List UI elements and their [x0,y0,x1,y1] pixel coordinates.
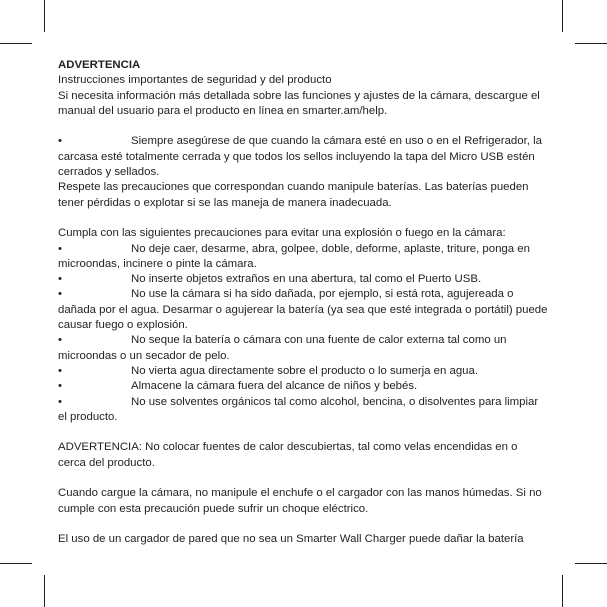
bullet-text: No inserte objetos extraños en una abertura, tal como el Puerto USB. [131,273,482,286]
crop-mark-bottom-left-horizontal [0,563,32,564]
precaution-item [58,333,548,364]
bullet-text: No seque la batería o cámara con una fuente de calor externa tal como un microondas o un secador de pelo. [58,334,507,362]
battery-note: Respete las precauciones que correspondan cuando manipule baterías. Las baterías pueden tener pérdidas o explotar si se las maneja de manera inadecuada. [58,181,529,209]
bullet-text: Siempre asegúrese de que cuando la cámara esté en uso o en el Refrigerador, la carcasa esté totalmente cerrada y que todos los sellos incluyendo la tapa del Micro USB estén cerrados y sellados. [58,135,542,179]
precaution-item [58,242,548,273]
precaution-item [58,272,548,287]
precaution-item [58,395,548,426]
bullet-symbol: • [58,273,62,286]
bullet-text: No use la cámara si ha sido dañada, por ejemplo, si está rota, agujereada o dañada por el agua. Desarmar o agujerear la batería (ya sea que esté integrada o portátil) puede causar fuego o explosión. [58,288,548,332]
safety-document [58,58,548,548]
bullet-symbol: • [58,380,62,393]
crop-mark-bottom-right-vertical [562,575,563,607]
document-subtitle: Instrucciones importantes de seguridad y del producto [58,74,332,87]
precaution-item [58,364,548,379]
crop-mark-bottom-right-horizontal [575,563,607,564]
heat-warning: ADVERTENCIA: No colocar fuentes de calor descubiertas, tal como velas encendidas en o cerca del producto. [58,441,518,469]
precaution-item [58,287,548,333]
bullet-symbol: • [58,334,62,347]
bullet-symbol: • [58,395,62,408]
bullet-text: No deje caer, desarme, abra, golpee, doble, deforme, aplaste, triture, ponga en microondas, incinere o pinte la cámara. [58,242,530,270]
crop-mark-top-left-horizontal [0,43,32,44]
bullet-symbol: • [58,288,62,301]
precautions-heading: Cumpla con las siguientes precauciones para evitar una explosión o fuego en la cámara: [58,227,506,240]
charging-note: Cuando cargue la cámara, no manipule el enchufe o el cargador con las manos húmedas. Si no cumple con esta precaución puede sufrir un choque eléctrico. [58,487,542,515]
intro-paragraph: Si necesita información más detallada sobre las funciones y ajustes de la cámara, descargue el manual del usuario para el producto en línea en smarter.am/help. [58,89,540,117]
bullet-item-seal [58,134,548,180]
crop-mark-top-left-vertical [44,0,45,32]
document-title: ADVERTENCIA [58,59,141,71]
crop-mark-top-right-vertical [562,0,563,32]
charger-note: El uso de un cargador de pared que no sea un Smarter Wall Charger puede dañar la batería [58,533,524,546]
bullet-text: No vierta agua directamente sobre el producto o lo sumerja en agua. [131,364,478,377]
bullet-text: Almacene la cámara fuera del alcance de niños y bebés. [131,380,418,393]
bullet-symbol: • [58,135,62,148]
precaution-item [58,379,548,394]
bullet-text: No use solventes orgánicos tal como alcohol, bencina, o disolventes para limpiar el producto. [58,395,539,423]
crop-mark-bottom-left-vertical [44,575,45,607]
bullet-symbol: • [58,242,62,255]
bullet-symbol: • [58,364,62,377]
crop-mark-top-right-horizontal [575,43,607,44]
